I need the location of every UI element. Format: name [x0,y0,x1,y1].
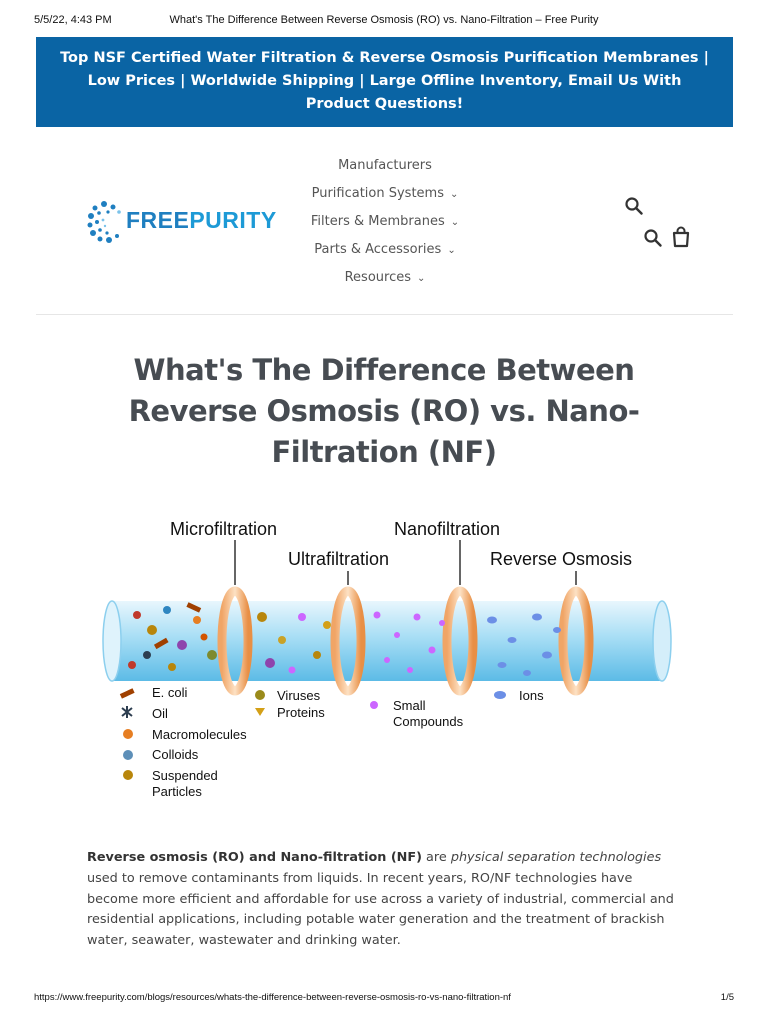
chevron-down-icon: ⌄ [450,189,459,200]
nav-item-resources[interactable]: Resources ⌄ [290,264,480,292]
logo-mark-icon [86,198,126,244]
search-button[interactable] [624,196,644,220]
paragraph-bold-intro: Reverse osmosis (RO) and Nano-filtration (NF) [87,850,422,865]
article-paragraph: Reverse osmosis (RO) and Nano-filtration (NF) are physical separation technologies used to remove contaminants from liquids. In recent years, RO/NF technologies have become more efficient and affordable for use across a variety of industrial, commercial and residential applications, including potable water generation and the treatment of brackish water, seawater, wastewater and drinking water. [87,850,674,949]
chevron-down-icon: ⌄ [417,273,426,284]
nav-item-filters-membranes[interactable]: Filters & Membranes ⌄ [290,208,480,236]
search-icon [624,196,644,216]
legend-viruses: Viruses [277,688,321,703]
legend-macromolecules: Macromolecules [152,727,247,742]
legend-suspended: Suspended [152,768,218,783]
announcement-text: Top NSF Certified Water Filtration & Reverse Osmosis Purification Membranes | Low Prices | Worldwide Shipping | Large Offline Inventory, Email Us With Product Questions! [60,50,709,112]
tube-inlet [103,601,121,681]
cart-button[interactable] [670,226,692,252]
chevron-down-icon: ⌄ [447,245,456,256]
site-logo[interactable] [86,198,291,244]
legend-small: Small [393,698,426,713]
chevron-down-icon: ⌄ [450,217,460,228]
header-divider [36,314,733,315]
nav-item-manufacturers[interactable]: Manufacturers [338,158,432,173]
legend-particles: Particles [152,784,202,799]
print-page-title: What's The Difference Between Reverse Osmosis (RO) vs. Nano-Filtration – Free Purity [169,14,599,26]
print-header [34,14,734,32]
article-title: What's The Difference Between Reverse Osmosis (RO) vs. Nano-Filtration (NF) [128,353,640,469]
legend-col-1 [120,685,247,799]
legend-oil: Oil [152,706,168,721]
legend-col-3 [370,698,464,729]
print-footer [34,992,734,1008]
stage-label-nanofiltration: Nanofiltration [394,519,501,539]
tube-body [112,601,662,681]
stage-label-microfiltration: Microfiltration [170,519,278,539]
paragraph-italic-phrase: physical separation technologies [450,850,662,865]
nav-item-purification-systems[interactable]: Purification Systems ⌄ [290,180,480,208]
tube-outlet [653,601,671,681]
stage-label-ultrafiltration: Ultrafiltration [288,549,390,569]
legend-ions: Ions [519,688,544,703]
announcement-banner[interactable] [36,37,733,127]
legend-col-4 [494,688,544,703]
logo-text: FREEPURITY [126,207,277,233]
legend-col-2 [255,688,325,720]
search-button-secondary[interactable] [643,228,663,252]
main-nav [290,152,480,292]
print-page-number: 1/5 [720,992,734,1003]
legend-compounds: Compounds [393,714,464,729]
search-icon [643,228,663,248]
stage-label-reverse-osmosis: Reverse Osmosis [490,549,633,569]
cart-icon [670,226,692,248]
print-datetime: 5/5/22, 4:43 PM [34,14,112,26]
nav-item-parts-accessories[interactable]: Parts & Accessories ⌄ [290,236,480,264]
filtration-diagram [92,505,682,805]
legend-colloids: Colloids [152,747,199,762]
legend-e-coli: E. coli [152,685,188,700]
legend-proteins: Proteins [277,705,325,720]
print-url: https://www.freepurity.com/blogs/resources/whats-the-difference-between-reverse-osmosis-ro-vs-nano-filtration-nf [34,992,511,1003]
